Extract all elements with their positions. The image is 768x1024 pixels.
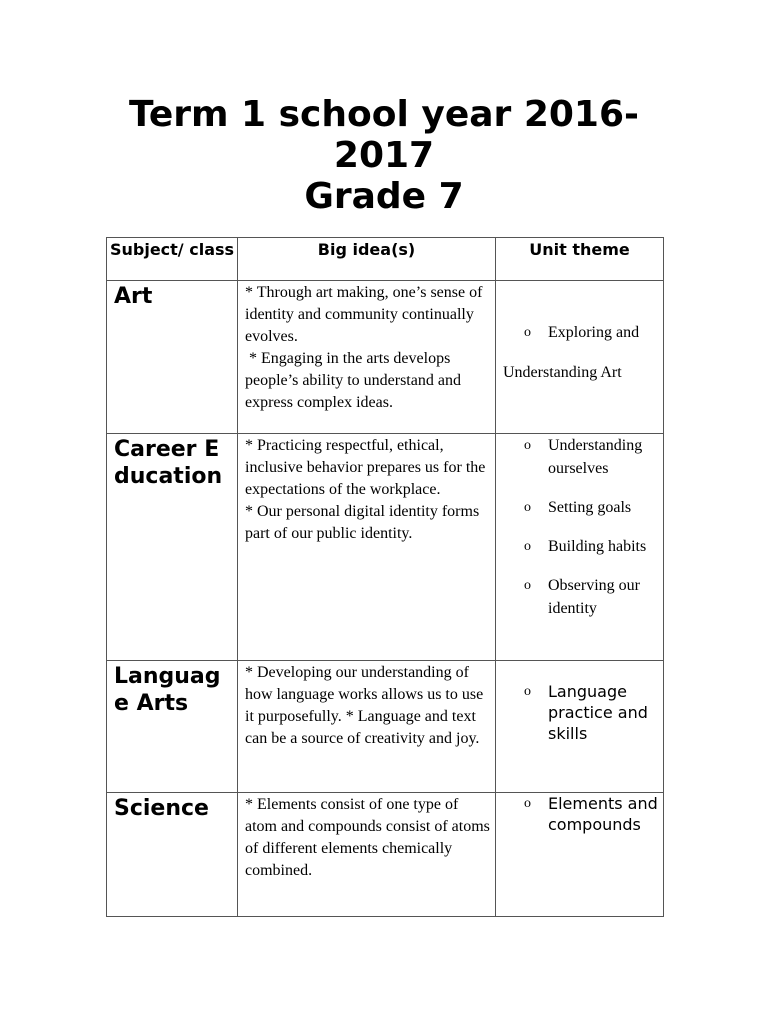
list-item: o Exploring and xyxy=(496,321,659,344)
table-row-career-education xyxy=(107,434,664,661)
header-subject: Subject/ class xyxy=(107,238,238,281)
big-idea-text: * Our personal digital identity forms part of our public identity. xyxy=(245,503,480,542)
big-idea-text: * Through art making, one’s sense of identity and community continually evolves. xyxy=(245,284,483,345)
title-line-1: Term 1 school year 2016- xyxy=(129,94,639,135)
unit-theme-cell xyxy=(496,793,664,917)
curriculum-table xyxy=(106,237,664,917)
unit-theme-cell xyxy=(496,661,664,793)
list-item: o Building habits xyxy=(496,535,659,558)
big-idea-cell xyxy=(238,661,496,793)
subject-cell: Science xyxy=(107,793,238,917)
subject-cell: Career Education xyxy=(107,434,238,661)
big-idea-text: * Engaging in the arts develops people’s ability to understand and express complex ideas. xyxy=(245,350,465,411)
bullet-icon: o xyxy=(524,796,531,811)
big-idea-text: * Elements consist of one type of atom and compounds consist of atoms of different elements chemically combined. xyxy=(245,796,490,879)
bullet-icon: o xyxy=(524,500,531,515)
bullet-icon: o xyxy=(524,578,531,593)
title-line-3: Grade 7 xyxy=(304,176,464,217)
bullet-icon: o xyxy=(524,438,531,453)
list-item: o Observing our identity xyxy=(496,574,659,620)
big-idea-text: * Developing our understanding of how language works allows us to use it purposefully. * Language and text can be a source of creativity and joy. xyxy=(245,664,484,747)
header-unit-theme: Unit theme xyxy=(496,238,664,281)
unit-theme-cell xyxy=(496,281,664,434)
unit-theme-list xyxy=(496,321,659,344)
unit-theme-cell xyxy=(496,434,664,661)
bullet-icon: o xyxy=(524,684,531,699)
unit-theme-list xyxy=(496,681,659,744)
big-idea-cell xyxy=(238,434,496,661)
big-idea-cell xyxy=(238,793,496,917)
subject-cell: Art xyxy=(107,281,238,434)
table-row-language-arts xyxy=(107,661,664,793)
table-header-row xyxy=(107,238,664,281)
table-row-art xyxy=(107,281,664,434)
unit-theme-list xyxy=(496,793,659,835)
subject-cell: Language Arts xyxy=(107,661,238,793)
title-line-2: 2017 xyxy=(333,135,435,176)
bullet-icon: o xyxy=(524,539,531,554)
big-idea-cell xyxy=(238,281,496,434)
list-item: o Setting goals xyxy=(496,496,659,519)
unit-theme-list xyxy=(496,434,659,620)
list-item: o Understanding ourselves xyxy=(496,434,659,480)
list-item: o Language practice and skills xyxy=(524,682,648,743)
header-big-ideas: Big idea(s) xyxy=(238,238,496,281)
table-row-science xyxy=(107,793,664,917)
list-item: o Elements and compounds xyxy=(524,794,658,834)
unit-theme-continuation: Understanding Art xyxy=(503,364,622,381)
page-title xyxy=(100,94,668,217)
bullet-icon: o xyxy=(524,325,531,340)
big-idea-text: * Practicing respectful, ethical, inclusive behavior prepares us for the expectations of the workplace. xyxy=(245,437,486,498)
